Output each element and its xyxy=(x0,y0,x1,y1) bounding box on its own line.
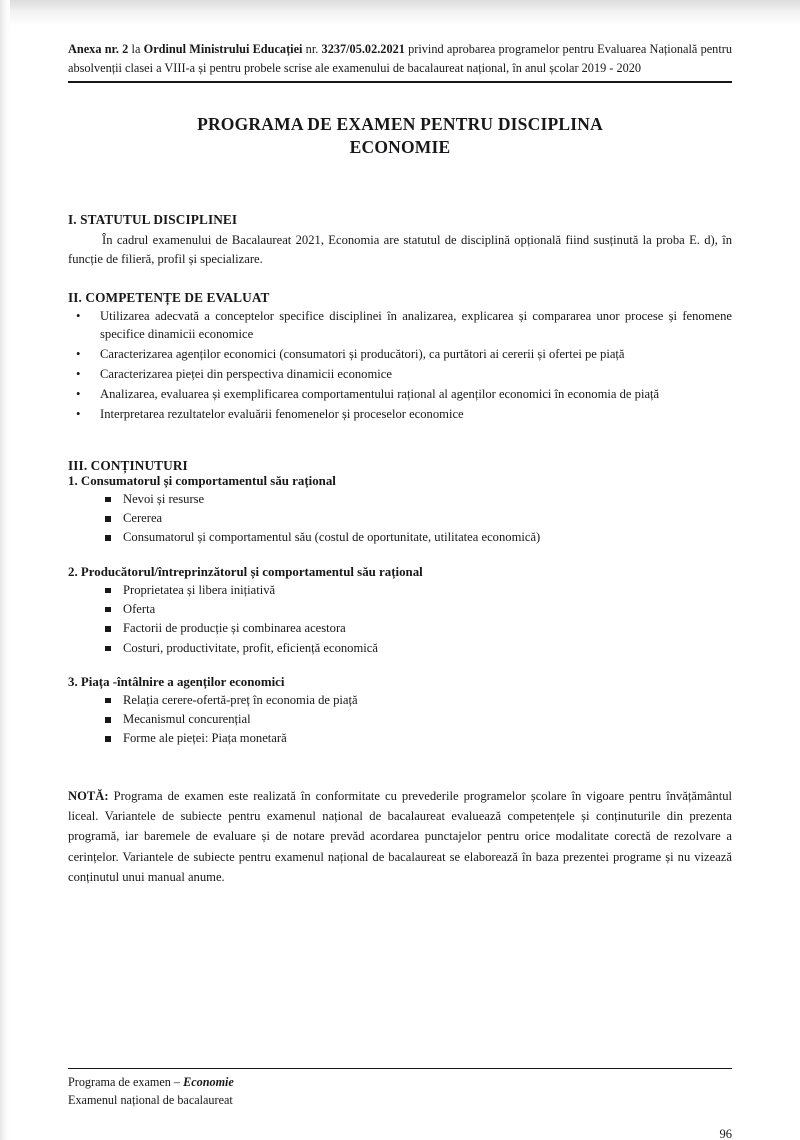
page-title-line-2: ECONOMIE xyxy=(349,137,451,158)
content-group-3-title: 3. Piața -întâlnire a agenților economici xyxy=(68,674,285,689)
competence-text: Caracterizarea agenților economici (consumatori și producători), ca purtători ai cererii și ofertei pe piață xyxy=(100,347,625,362)
bullet-square-icon xyxy=(105,736,111,742)
bullet-square-icon xyxy=(105,497,111,503)
footer-subject-prefix: Programa de examen – xyxy=(68,1075,184,1089)
content-group-3 xyxy=(68,675,732,749)
bullet-square-icon xyxy=(105,717,111,723)
header-annex-label: Anexa nr. 2 xyxy=(68,42,129,56)
content-group-1-title: 1. Consumatorul și comportamentul său rațional xyxy=(68,473,336,488)
competence-text: Caracterizarea pieței din perspectiva dinamicii economice xyxy=(100,367,392,382)
content-group-3-list xyxy=(68,691,732,749)
competence-text: Analizarea, evaluarea și exemplificarea comportamentului rațional al agenților economici în economia de piață xyxy=(100,387,660,402)
content-group-2-list xyxy=(68,581,732,658)
competence-text: Utilizarea adecvată a conceptelor specifice disciplinei în analizarea, explicarea și compararea unor procese și fenomene specifice dinamicii economice xyxy=(100,308,732,342)
bullet-dot-icon: • xyxy=(76,308,81,323)
bullet-dot-icon: • xyxy=(76,407,81,422)
bullet-square-icon xyxy=(105,698,111,704)
content-group-1 xyxy=(68,474,732,548)
content-group-1-list xyxy=(68,490,732,548)
document-content xyxy=(68,40,732,900)
footer-line-1 xyxy=(68,1074,732,1092)
footer-subject-name: Economie xyxy=(183,1075,234,1089)
content-item-text: Consumatorul și comportamentul său (costul de oportunitate, utilitatea economică) xyxy=(123,530,541,545)
content-item-text: Costuri, productivitate, profit, eficiență economică xyxy=(123,640,378,655)
competences-list xyxy=(68,307,732,424)
footer-divider-rule xyxy=(68,1068,732,1069)
header-connector-1: la xyxy=(128,42,144,56)
list-item xyxy=(68,691,732,710)
list-item xyxy=(68,509,732,528)
section-heading-iii: III. CONȚINUTURI xyxy=(68,457,188,473)
page-title xyxy=(68,113,732,159)
list-item xyxy=(68,307,732,345)
note-text: Programa de examen este realizată în conformitate cu prevederile programelor școlare în vigoare pentru învățământul liceal. Variantele de subiecte pentru examenul național de bacalaureat evaluează competențele și conținuturile din prezenta programă, iar baremele de evaluare și de notare prevăd acordarea punctajelor pentru orice modalitate corectă de rezolvare a cerințelor. Variantele de subiecte pentru examenul național de bacalaureat se elaborează în baza prezentei programe și nu vizează conținutul unui manual anume. xyxy=(68,788,732,885)
document-header xyxy=(68,40,732,78)
content-item-text: Factorii de producție și combinarea acestora xyxy=(123,621,346,636)
page-number: 96 xyxy=(719,1127,732,1140)
list-item xyxy=(68,729,732,748)
content-group-2-title: 2. Producătorul/întreprinzătorul și comportamentul său rațional xyxy=(68,564,423,579)
content-item-text: Mecanismul concurențial xyxy=(123,712,251,727)
bullet-dot-icon: • xyxy=(76,387,81,402)
list-item xyxy=(68,365,732,384)
note-paragraph xyxy=(68,786,732,888)
section-continuturi xyxy=(68,458,732,749)
scan-shadow-top xyxy=(0,0,800,26)
content-group-2 xyxy=(68,565,732,658)
note-label: NOTĂ: xyxy=(68,788,109,803)
bullet-dot-icon: • xyxy=(76,347,81,362)
header-connector-2: nr. xyxy=(302,42,322,56)
bullet-square-icon xyxy=(105,646,111,652)
list-item xyxy=(68,581,732,600)
content-item-text: Relația cerere-ofertă-preț în economia de piață xyxy=(123,692,358,707)
header-order-number: 3237/05.02.2021 xyxy=(321,42,405,56)
footer-line-2: Examenul național de bacalaureat xyxy=(68,1092,233,1107)
content-item-text: Proprietatea și libera inițiativă xyxy=(123,582,276,597)
list-item xyxy=(68,639,732,658)
section-heading-ii: II. COMPETENȚE DE EVALUAT xyxy=(68,289,270,305)
bullet-dot-icon: • xyxy=(76,367,81,382)
scan-shadow-left xyxy=(0,0,10,1140)
header-divider-rule xyxy=(68,81,732,83)
content-item-text: Forme ale pieței: Piața monetară xyxy=(123,731,287,746)
section-heading-i: I. STATUTUL DISCIPLINEI xyxy=(68,212,238,228)
page-footer xyxy=(68,1068,732,1140)
header-order-issuer: Ordinul Ministrului Educației xyxy=(143,42,303,56)
list-item xyxy=(68,405,732,424)
bullet-square-icon xyxy=(105,626,111,632)
list-item xyxy=(68,345,732,364)
list-item xyxy=(68,490,732,509)
page-title-line-1: PROGRAMA DE EXAMEN PENTRU DISCIPLINA xyxy=(197,114,603,135)
section-competente-de-evaluat xyxy=(68,290,732,424)
header-remainder-text: privind aprobarea programelor pentru Evaluarea Națională pentru absolvenții clasei a VIII-a și pentru probele scrise ale examenului de bacalaureat național, în anul școlar 2019 - 2020 xyxy=(68,42,732,76)
section-statutul-disciplinei xyxy=(68,212,732,269)
content-item-text: Oferta xyxy=(123,601,156,616)
bullet-square-icon xyxy=(105,588,111,594)
bullet-square-icon xyxy=(105,607,111,613)
section-i-paragraph: În cadrul examenului de Bacalaureat 2021, Economia are statutul de disciplină opțională fiind susținută la proba E. d), în funcție de filieră, profil și specializare. xyxy=(68,233,732,267)
bullet-square-icon xyxy=(105,535,111,541)
competence-text: Interpretarea rezultatelor evaluării fenomenelor și proceselor economice xyxy=(100,407,464,422)
list-item xyxy=(68,619,732,638)
list-item xyxy=(68,385,732,404)
list-item xyxy=(68,600,732,619)
content-item-text: Nevoi și resurse xyxy=(123,491,205,506)
bullet-square-icon xyxy=(105,516,111,522)
content-item-text: Cererea xyxy=(123,511,163,526)
list-item xyxy=(68,710,732,729)
list-item xyxy=(68,528,732,547)
